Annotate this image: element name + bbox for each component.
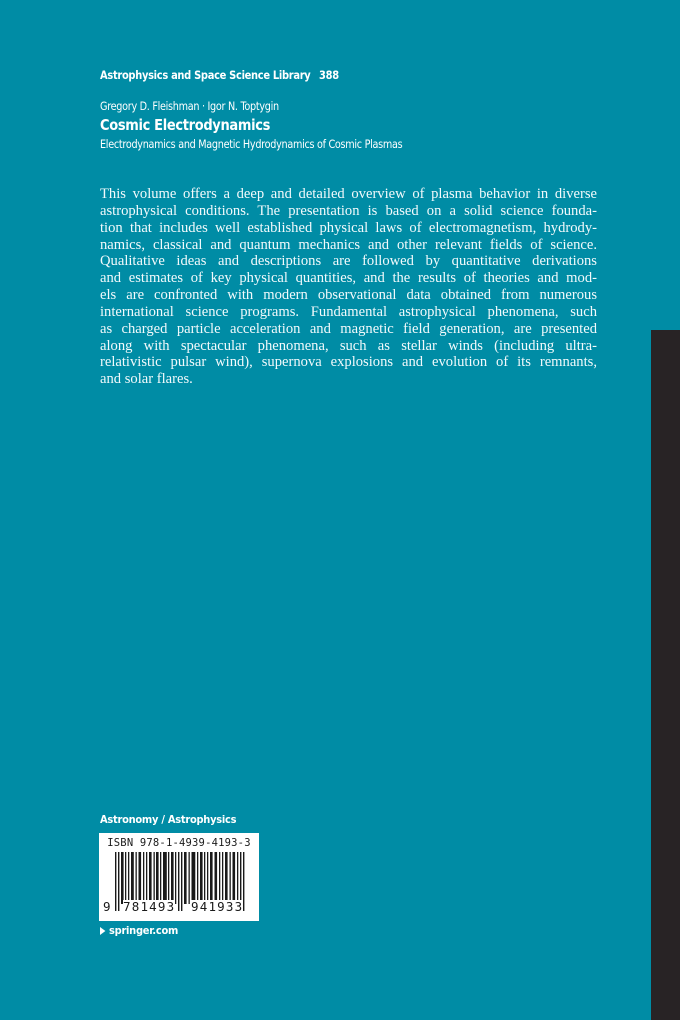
right-triangle-icon	[100, 927, 105, 935]
blurb-line: along with spectacular phenomena, such as stellar winds (including ultra-	[100, 337, 597, 354]
blurb-line: astrophysical conditions. The presentation is based on a solid science founda-	[100, 202, 597, 219]
ean-first-digit: 9	[103, 899, 111, 914]
blurb-line: and estimates of key physical quantities, and the results of theories and mod-	[100, 270, 597, 287]
blurb-line: els are confronted with modern observational data obtained from numerous	[100, 287, 597, 304]
blurb-line: This volume offers a deep and detailed overview of plasma behavior in diverse	[100, 186, 597, 202]
blurb-line: Qualitative ideas and descriptions are followed by quantitative derivations	[100, 253, 597, 270]
spine-bar	[651, 330, 680, 1020]
book-subtitle: Electrodynamics and Magnetic Hydrodynamics of Cosmic Plasmas	[100, 137, 403, 151]
blurb-line: as charged particle acceleration and magnetic field generation, are presented	[100, 320, 597, 337]
isbn-label: ISBN 978-1-4939-4193-3	[107, 837, 251, 849]
isbn-barcode	[99, 833, 259, 921]
series-line	[100, 66, 547, 84]
series-name: Astrophysics and Space Science Library	[100, 68, 311, 82]
ean-right-digits: 941933	[191, 899, 244, 914]
ean-left-digits: 781493	[123, 899, 176, 914]
authors: Gregory D. Fleishman · Igor N. Toptygin	[100, 99, 279, 113]
blurb-line: international science programs. Fundamental astrophysical phenomena, such	[100, 303, 597, 320]
cover-header	[100, 66, 620, 152]
subject-category: Astronomy / Astrophysics	[100, 813, 237, 826]
publisher-link-text: springer.com	[109, 924, 179, 937]
book-title: Cosmic Electrodynamics	[100, 116, 270, 134]
blurb-line: tion that includes well established physical laws of electromagnetism, hydrody-	[100, 219, 597, 236]
series-number: 388	[319, 68, 339, 82]
blurb-paragraph	[100, 186, 597, 388]
blurb-line: and solar flares.	[100, 371, 193, 388]
blurb-line: relativistic pulsar wind), supernova explosions and evolution of its remnants,	[100, 354, 597, 371]
blurb-line: namics, classical and quantum mechanics and other relevant fields of science.	[100, 236, 597, 253]
publisher-link[interactable]	[100, 924, 178, 937]
